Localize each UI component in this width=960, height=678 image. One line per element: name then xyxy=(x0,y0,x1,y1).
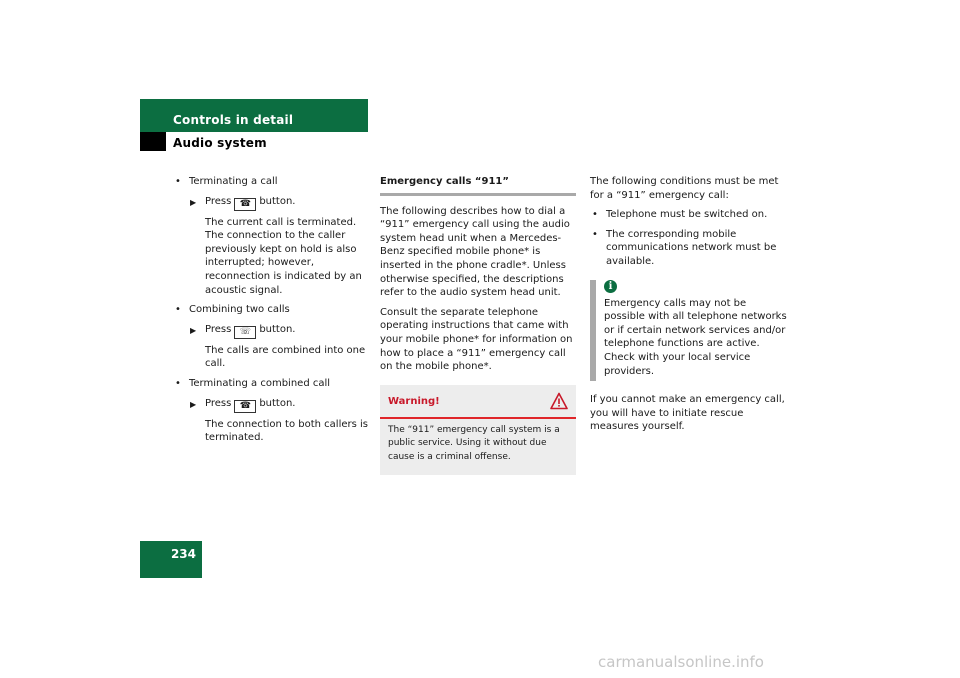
action-step: ▶ Press ☏ button. xyxy=(173,323,368,339)
heading-rule xyxy=(380,193,576,196)
emergency-calls-column xyxy=(380,175,576,475)
section-title: Controls in detail xyxy=(173,113,294,127)
bullet-text: • Terminating a combined call xyxy=(173,377,368,391)
list-item: • Telephone must be switched on. xyxy=(590,208,790,222)
call-handling-column xyxy=(173,175,368,451)
send-call-icon: ☏ xyxy=(234,326,256,339)
action-step: ▶ Press ☎ button. xyxy=(173,195,368,211)
info-icon: i xyxy=(604,280,617,293)
action-result: The connection to both callers is terminated. xyxy=(205,418,368,444)
warning-triangle-icon xyxy=(550,392,568,410)
paragraph: The following describes how to dial a “911” emergency call using the audio system head unit when a Mercedes-Benz specified mobile phone* is inserted in the phone cradle*. Unless otherwise specified, the descriptions refer to the audio system head unit. xyxy=(380,205,570,299)
header-marker xyxy=(140,132,166,151)
bullet-text: • Combining two calls xyxy=(173,303,368,317)
page-number: 234 xyxy=(170,547,196,561)
warning-box xyxy=(380,385,576,475)
info-box xyxy=(590,280,790,382)
section-subtitle: Audio system xyxy=(173,136,267,150)
list-item xyxy=(173,175,368,297)
warning-title: Warning! xyxy=(388,395,440,407)
page-number-box xyxy=(140,541,202,578)
end-call-icon: ☎ xyxy=(234,400,256,413)
conditions-column xyxy=(590,175,790,440)
emergency-heading: Emergency calls “911” xyxy=(380,176,509,187)
list-item xyxy=(173,377,368,445)
warning-header xyxy=(380,385,576,419)
action-result: The current call is terminated. The connection to the caller previously kept on hold is also interrupted; however, reconnection is indicated by an acoustic signal. xyxy=(205,216,362,296)
info-text: Emergency calls may not be possible with all telephone networks or if certain network services and/or telephone functions are active. Check with your local service providers. xyxy=(604,297,787,377)
warning-text: The “911” emergency call system is a public service. Using it without due cause is a criminal offense. xyxy=(388,424,560,463)
watermark: carmanualsonline.info xyxy=(598,653,764,671)
end-call-icon: ☎ xyxy=(234,198,256,211)
list-item: • The corresponding mobile communications network must be available. xyxy=(590,228,790,269)
list-item xyxy=(173,303,368,371)
paragraph: Consult the separate telephone operating instructions that came with your mobile phone* for information on how to place a “911” emergency call on the mobile phone*. xyxy=(380,306,573,373)
paragraph: If you cannot make an emergency call, you will have to initiate rescue measures yourself. xyxy=(590,394,785,433)
bullet-text: • Terminating a call xyxy=(173,175,368,189)
action-result: The calls are combined into one call. xyxy=(205,344,366,370)
paragraph: The following conditions must be met for a “911” emergency call: xyxy=(590,176,779,201)
action-step: ▶ Press ☎ button. xyxy=(173,397,368,413)
